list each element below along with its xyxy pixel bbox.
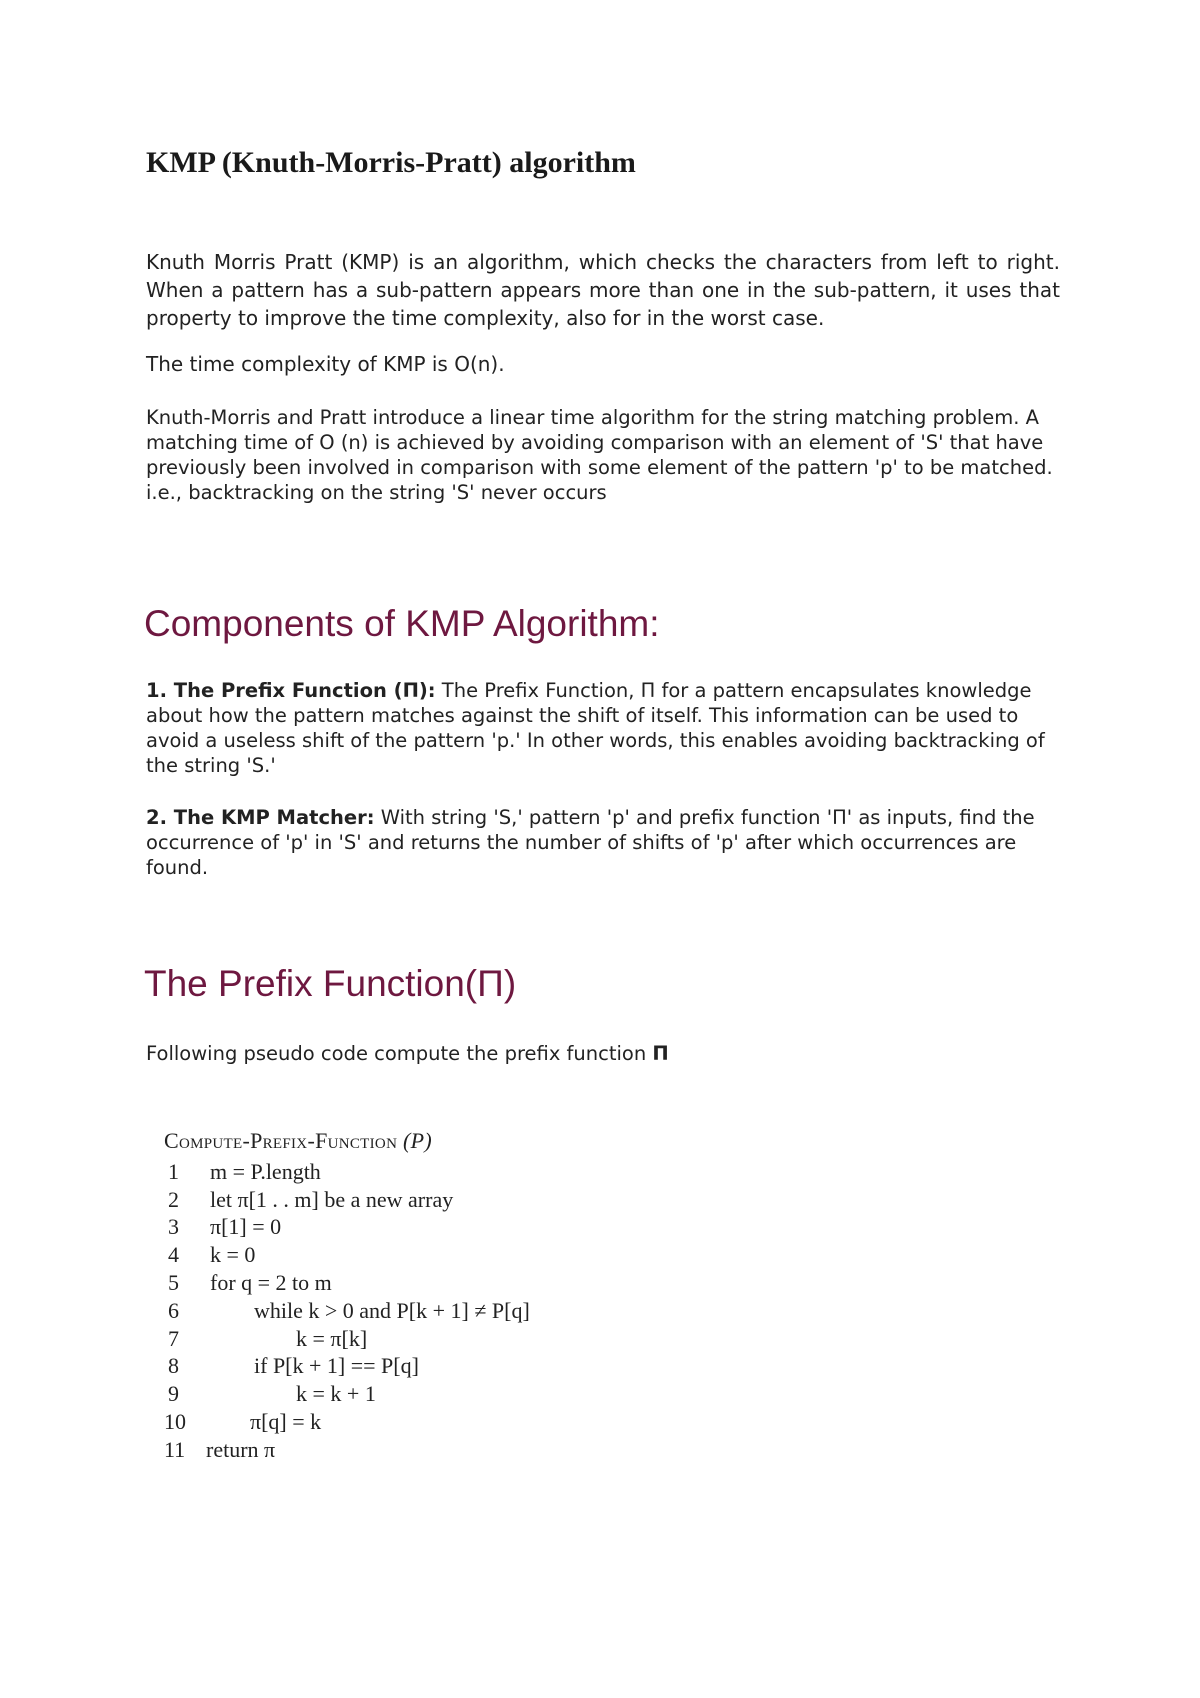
component-item-text: With string 'S,' pattern 'p' and prefix function 'Π' as inputs, find the occurrence of 'p' in 'S' and returns the number of shifts of 'p' after which occurrences are found. xyxy=(146,806,1035,879)
line-number: 10 xyxy=(164,1409,186,1435)
line-text: for q = 2 to m xyxy=(210,1270,332,1296)
line-text: let π[1 . . m] be a new array xyxy=(210,1186,454,1212)
complexity-paragraph: The time complexity of KMP is O(n). xyxy=(146,352,505,376)
line-number: 3 xyxy=(168,1214,179,1240)
component-item-kmp-matcher xyxy=(146,805,1076,880)
pseudocode-argument: (P) xyxy=(403,1128,433,1153)
component-item-label: 2. The KMP Matcher: xyxy=(146,806,375,829)
intro-paragraph: Knuth Morris Pratt (KMP) is an algorithm, which checks the characters from left to right. When a pattern has a sub-pattern appears more than one in the sub-pattern, it uses that property to improve the time complexity, also for in the worst case. xyxy=(146,250,1060,330)
pseudocode-intro-text: Following pseudo code compute the prefix function xyxy=(146,1042,653,1065)
pseudocode-function-name: Compute-Prefix-Function xyxy=(164,1128,398,1153)
pseudocode-line xyxy=(164,1269,624,1297)
line-number: 5 xyxy=(168,1270,179,1296)
line-number: 8 xyxy=(168,1353,179,1379)
line-number: 7 xyxy=(168,1325,179,1351)
line-text: k = π[k] xyxy=(296,1325,368,1351)
line-text: π[1] = 0 xyxy=(210,1214,282,1240)
pseudocode-line xyxy=(164,1408,624,1436)
pseudocode-line xyxy=(164,1158,624,1186)
pseudocode-intro xyxy=(146,1041,1076,1066)
pseudocode-line xyxy=(164,1353,624,1381)
pseudocode-block xyxy=(164,1128,624,1464)
line-text: k = 0 xyxy=(210,1242,256,1268)
component-item-prefix-function xyxy=(146,678,1076,778)
line-number: 2 xyxy=(168,1186,179,1212)
pseudocode-line xyxy=(164,1436,624,1464)
pseudocode-line xyxy=(164,1214,624,1242)
line-text: m = P.length xyxy=(210,1158,321,1184)
pseudocode-line xyxy=(164,1241,624,1269)
line-text: k = k + 1 xyxy=(296,1381,376,1407)
description-paragraph: Knuth-Morris and Pratt introduce a linear time algorithm for the string matching problem. A matching time of O (n) is achieved by avoiding comparison with an element of 'S' that have previously been involved in comparison with some element of the pattern 'p' to be matched. i.e., backtracking on the string 'S' never occurs xyxy=(146,406,1053,504)
component-item-label: 1. The Prefix Function (Π): xyxy=(146,679,436,702)
line-text: return π xyxy=(206,1436,276,1462)
line-number: 9 xyxy=(168,1381,179,1407)
prefix-function-heading: The Prefix Function(Π) xyxy=(144,963,517,1004)
pseudocode-line xyxy=(164,1380,624,1408)
line-text: while k > 0 and P[k + 1] ≠ P[q] xyxy=(254,1297,530,1323)
components-heading: Components of KMP Algorithm: xyxy=(144,603,660,644)
pseudocode-lines xyxy=(164,1158,624,1464)
line-number: 11 xyxy=(164,1436,186,1462)
component-item-text: The Prefix Function, Π for a pattern encapsulates knowledge about how the pattern matches against the shift of itself. This information can be used to avoid a useless shift of the pattern 'p.' In other words, this enables avoiding backtracking of the string 'S.' xyxy=(146,679,1045,777)
line-text: if P[k + 1] == P[q] xyxy=(254,1353,419,1379)
line-text: π[q] = k xyxy=(250,1409,322,1435)
pseudocode-title xyxy=(164,1128,624,1154)
pseudocode-line xyxy=(164,1297,624,1325)
pseudocode-line xyxy=(164,1325,624,1353)
pi-symbol: Π xyxy=(652,1042,669,1065)
pseudocode-line xyxy=(164,1186,624,1214)
document-title: KMP (Knuth-Morris-Pratt) algorithm xyxy=(146,146,636,179)
line-number: 1 xyxy=(168,1158,179,1184)
line-number: 6 xyxy=(168,1297,179,1323)
line-number: 4 xyxy=(168,1242,179,1268)
